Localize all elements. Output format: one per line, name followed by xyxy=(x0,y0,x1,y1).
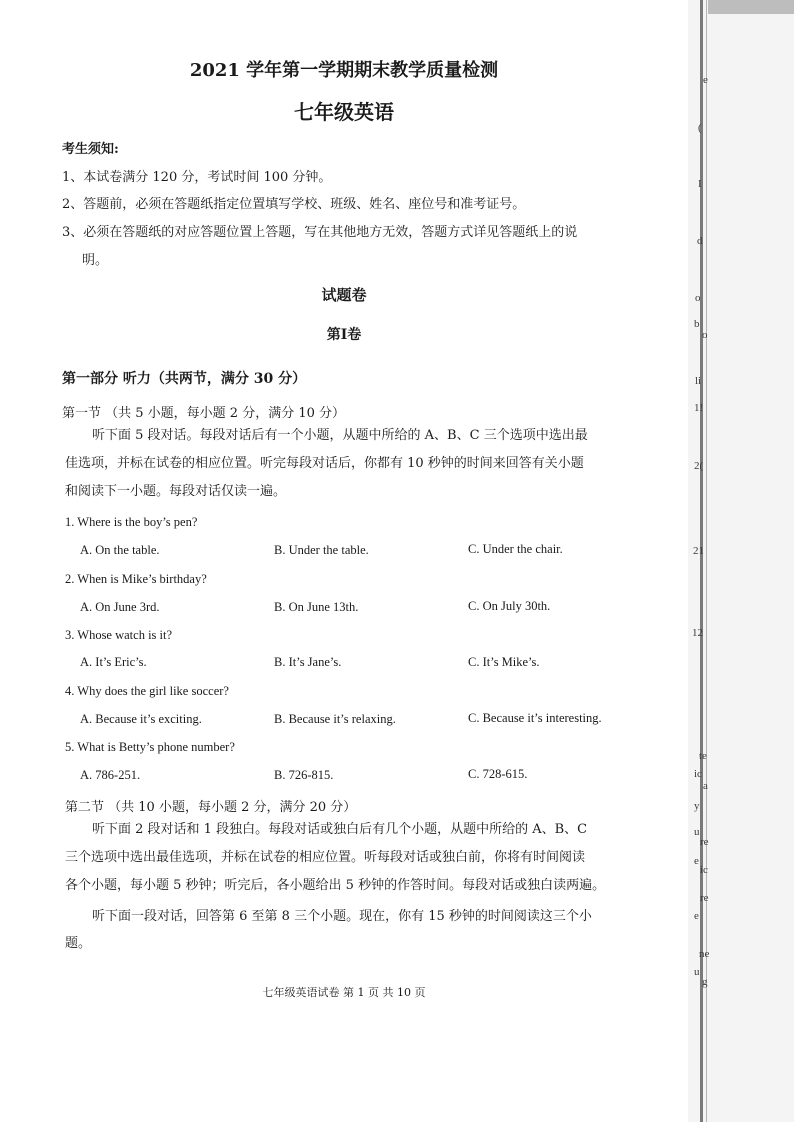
question-1-option-a: A. On the table. xyxy=(80,543,160,557)
bleed-char: li xyxy=(695,375,702,387)
bleed-char: ne xyxy=(699,948,710,960)
bleed-char: te xyxy=(699,750,707,762)
question-4-option-c: C. Because it’s interesting. xyxy=(468,711,602,725)
question-3: 3. Whose watch is it? xyxy=(65,628,173,642)
exam-title: 2021 学年第一学期期末教学质量检测 xyxy=(189,60,499,81)
bleed-char: e xyxy=(703,74,708,86)
question-2-option-b: B. On June 13th. xyxy=(274,600,359,614)
notice-heading: 考生须知: xyxy=(62,142,119,157)
bleed-char: o xyxy=(695,292,701,304)
question-4-option-a: A. Because it’s exciting. xyxy=(80,712,202,726)
section2-instructions-line: 三个选项中选出最佳选项，并标在试卷的相应位置。听每段对话或独白前，你将有时间阅读 xyxy=(65,850,586,865)
bleed-char: u xyxy=(694,966,700,978)
bleed-char: ic xyxy=(694,768,702,780)
notice-item-continued: 明。 xyxy=(82,253,109,268)
section1-instructions-line: 听下面 5 段对话。每段对话后有一个小题，从题中所给的 A、B、C 三个选项中选出最 xyxy=(92,428,588,443)
bleed-char: e xyxy=(694,910,699,922)
part-heading: 第一部分 听力（共两节，满分 30 分） xyxy=(62,371,307,387)
section2-next-line: 听下面一段对话，回答第 6 至第 8 三个小题。现在，你有 15 秒钟的时间阅读这三个小 xyxy=(92,909,592,924)
notice-item: 1、本试卷满分 120 分，考试时间 100 分钟。 xyxy=(62,170,332,185)
question-5-option-c: C. 728-615. xyxy=(468,767,528,781)
question-4: 4. Why does the girl like soccer? xyxy=(65,684,229,698)
bleed-char: ( xyxy=(698,122,702,134)
question-2-option-a: A. On June 3rd. xyxy=(80,600,160,614)
section2-next-line: 题。 xyxy=(65,936,92,951)
section1-instructions-line: 佳选项，并标在试卷的相应位置。听完每段对话后，你都有 10 秒钟的时间来回答有关小题 xyxy=(65,456,584,471)
question-5: 5. What is Betty’s phone number? xyxy=(65,740,235,754)
bleed-char: b xyxy=(694,318,700,330)
question-1: 1. Where is the boy’s pen? xyxy=(65,515,198,529)
exam-subtitle: 七年级英语 xyxy=(294,100,394,124)
question-1-option-b: B. Under the table. xyxy=(274,543,369,557)
notice-item: 2、答题前，必须在答题纸指定位置填写学校、班级、姓名、座位号和准考证号。 xyxy=(62,197,526,212)
question-3-option-a: A. It’s Eric’s. xyxy=(80,655,147,669)
bleed-char: a xyxy=(703,780,708,792)
question-1-option-c: C. Under the chair. xyxy=(468,542,563,556)
paper-heading: 试题卷 xyxy=(321,286,367,304)
notice-item: 3、必须在答题纸的对应答题位置上答题，写在其他地方无效，答题方式详见答题纸上的说 xyxy=(62,225,578,240)
bleed-char: o xyxy=(702,329,708,341)
question-3-option-c: C. It’s Mike’s. xyxy=(468,655,540,669)
question-5-option-b: B. 726-815. xyxy=(274,768,334,782)
bleed-char: y xyxy=(694,800,700,812)
bleed-char: 12 xyxy=(692,627,703,639)
bleed-char: re xyxy=(700,836,709,848)
bleed-char: 21 xyxy=(693,545,704,557)
section2-instructions-line: 听下面 2 段对话和 1 段独白。每段对话或独白后有几个小题，从题中所给的 A、B、C xyxy=(92,822,588,837)
bleed-char: I xyxy=(698,178,702,190)
bleed-char: 1! xyxy=(694,402,704,414)
volume-heading: 第Ⅰ卷 xyxy=(326,327,362,343)
question-5-option-a: A. 786-251. xyxy=(80,768,141,782)
bleed-char: ic xyxy=(700,864,708,876)
question-2: 2. When is Mike’s birthday? xyxy=(65,572,207,586)
section1-heading: 第一节 （共 5 小题，每小题 2 分，满分 10 分） xyxy=(62,406,346,421)
question-4-option-b: B. Because it’s relaxing. xyxy=(274,712,396,726)
section2-instructions-line: 各个小题，每小题 5 秒钟；听完后，各小题给出 5 秒钟的作答时间。每段对话或独白读两遍。 xyxy=(65,878,606,893)
section1-instructions-line: 和阅读下一小题。每段对话仅读一遍。 xyxy=(65,484,287,499)
scan-edge-shadow xyxy=(708,0,794,14)
bleed-char: 2( xyxy=(694,460,704,472)
question-2-option-c: C. On July 30th. xyxy=(468,599,551,613)
bleed-char: d xyxy=(697,235,703,247)
question-3-option-b: B. It’s Jane’s. xyxy=(274,655,342,669)
bleed-char: g xyxy=(702,976,708,988)
bleed-char: e xyxy=(694,855,699,867)
bleed-char: u xyxy=(694,826,700,838)
section2-heading: 第二节 （共 10 小题，每小题 2 分，满分 20 分） xyxy=(65,800,357,815)
page-footer: 七年级英语试卷 第 1 页 共 10 页 xyxy=(262,986,426,999)
bleed-char: re xyxy=(700,892,709,904)
